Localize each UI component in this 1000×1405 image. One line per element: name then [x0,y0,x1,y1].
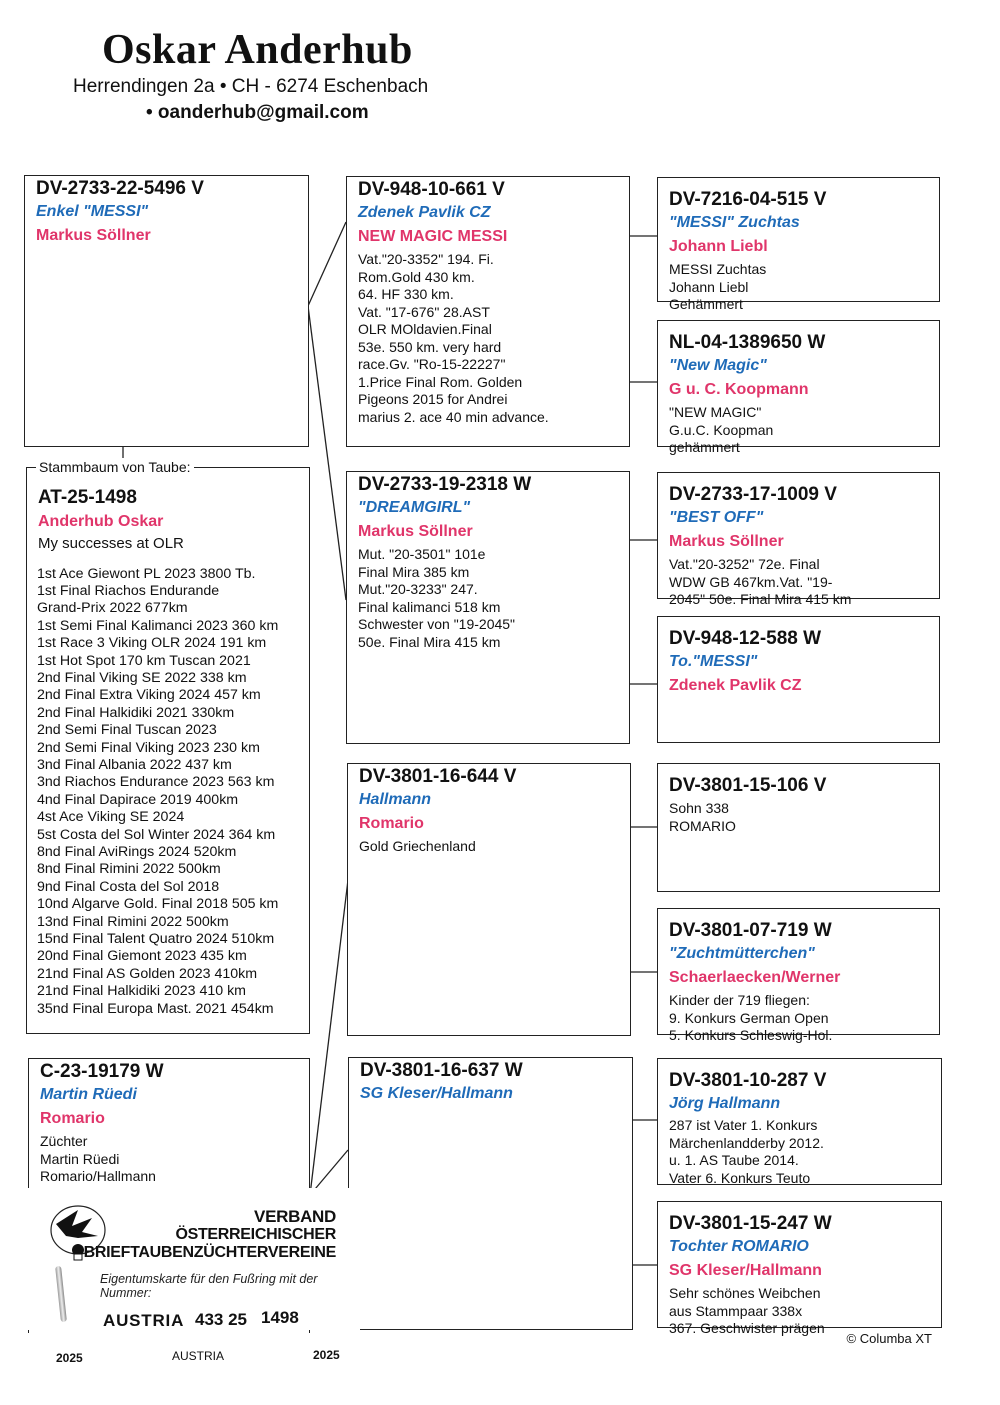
success-line: 21nd Final Halkidiki 2023 410 km [37,983,246,1000]
breeder-name: Oskar Anderhub [102,27,413,73]
subject-ring: AT-25-1498 [38,487,137,508]
breeder-address: Herrendingen 2a • CH - 6274 Eschenbach [73,76,429,97]
subject-owner: Anderhub Oskar [38,513,164,530]
card-org-line1: VERBAND [254,1207,336,1226]
gen3-ring-6: DV-3801-07-719 W [669,920,832,941]
gen3-owner-3: Markus Söllner [669,533,784,550]
success-line: 8nd Final Rimini 2022 500km [37,861,221,878]
card-year-right: 2025 [313,1348,340,1362]
gen3-owner-2: G u. C. Koopmann [669,381,809,398]
success-line: 35nd Final Europa Mast. 2021 454km [37,1000,274,1017]
gen2-desc-2: Mut. "20-3501" 101e Final Mira 385 km Mut."20-3233" 247. Final kalimanci 518 km Schwester von "19-2045" 50e. Final Mira 415 km [358,546,516,650]
gen3-ring-3: DV-2733-17-1009 V [669,484,837,505]
gen2-name-3: Hallmann [359,791,432,808]
card-country: AUSTRIA [103,1311,185,1330]
gen3-ring-5: DV-3801-15-106 V [669,775,827,796]
gen3-desc-3: Vat."20-3252" 72e. Final WDW GB 467km.Vat. "19- 2045" 50e. Final Mira 415 km [669,556,852,607]
gen2-ring-1: DV-948-10-661 V [358,179,505,200]
gen3-name-4: To."MESSI" [669,653,758,670]
gen3-name-1: "MESSI" Zuchtas [669,214,800,231]
gen3-desc-2: "NEW MAGIC" G.u.C. Koopman gehämmert [669,404,774,455]
gen2-desc-3: Gold Griechenland [359,838,476,854]
gen2-name-2: "DREAMGIRL" [358,499,471,516]
connector-dam-gen2c [310,880,348,1195]
gen3-card-2 [657,320,940,455]
card-year-left: 2025 [56,1351,83,1365]
gen3-name-7: Jörg Hallmann [669,1095,781,1112]
dam-desc: Züchter Martin Rüedi Romario/Hallmann [40,1133,156,1184]
card-country-small: AUSTRIA [172,1349,225,1363]
gen3-name-6: "Zuchtmütterchen" [669,945,815,962]
gen3-desc-8: Sehr schönes Weibchen aus Stammpaar 338x 367. Geschwister prägen [669,1285,825,1336]
subject-card [26,467,310,1034]
card-org-line3: BRIEFTAUBENZÜCHTERVEREINE [83,1244,336,1261]
success-line: 2nd Final Viking SE 2022 338 km [37,669,247,686]
gen2-ring-3: DV-3801-16-644 V [359,766,517,787]
success-line: 2nd Semi Final Tuscan 2023 [37,722,217,739]
gen2-ring-4: DV-3801-16-637 W [360,1060,523,1081]
gen3-name-3: "BEST OFF" [669,509,764,526]
success-line: 20nd Final Giemont 2023 435 km [37,948,247,965]
sire-owner: Markus Söllner [36,227,151,244]
connector-sire-gen2b [308,306,346,600]
gen2-card-1 [346,176,630,447]
gen3-card-6 [657,908,940,1043]
gen3-card-5 [657,763,940,892]
gen3-owner-1: Johann Liebl [669,238,768,255]
subject-intro: My successes at OLR [38,535,184,552]
ring-band-icon [55,1266,67,1322]
connector-sire-gen2a [308,222,346,306]
gen2-name-1: Zdenek Pavlik CZ [358,204,491,221]
gen3-card-7 [657,1058,942,1185]
gen3-owner-4: Zdenek Pavlik CZ [669,677,802,694]
success-line: 15nd Final Talent Quatro 2024 510km [37,931,275,948]
success-line: 9nd Final Costa del Sol 2018 [37,878,220,895]
success-line: 4nd Final Dapirace 2019 400km [37,791,239,808]
success-line: 5st Costa del Sol Winter 2024 364 km [37,826,276,843]
dam-name: Martin Rüedi [40,1086,137,1103]
card-caption: Eigentumskarte für den Fußring mit der Nummer: [100,1272,318,1300]
success-line: 10nd Algarve Gold. Final 2018 505 km [37,896,279,913]
gen3-owner-6: Schaerlaecken/Werner [669,969,841,986]
dam-ring: C-23-19179 W [40,1061,164,1082]
gen3-ring-2: NL-04-1389650 W [669,332,826,353]
success-line: 1st Ace Giewont PL 2023 3800 Tb. [37,565,256,582]
gen3-desc-6: Kinder der 719 fliegen: 9. Konkurs German Open 5. Konkurs Schleswig-Hol. [669,992,833,1043]
gen2-owner-1: NEW MAGIC MESSI [358,228,508,245]
gen3-card-4 [657,616,940,743]
gen3-card-1 [657,177,940,312]
gen3-card-8 [657,1201,942,1336]
sire-ring: DV-2733-22-5496 V [36,178,204,199]
success-line: 1st Hot Spot 170 km Tuscan 2021 [37,652,251,669]
success-line: 1st Race 3 Viking OLR 2024 191 km [37,635,267,652]
success-line: 13nd Final Rimini 2022 500km [37,913,229,930]
success-line: 2nd Semi Final Viking 2023 230 km [37,739,260,756]
gen2-owner-3: Romario [359,815,424,832]
success-line: 8nd Final AviRings 2024 520km [37,844,237,860]
success-line: 1st Final Riachos Endurande [37,582,220,599]
breeder-email[interactable]: • oanderhub@gmail.com [146,102,369,123]
copyright: © Columba XT [846,1331,932,1346]
gen3-desc-5: Sohn 338 ROMARIO [669,800,736,834]
gen3-name-2: "New Magic" [669,357,767,374]
gen2-ring-2: DV-2733-19-2318 W [358,474,532,495]
gen3-desc-1: MESSI Zuchtas Johann Liebl Gehämmert [669,261,767,312]
success-line: 4st Ace Viking SE 2024 [37,809,185,826]
gen3-desc-7: 287 ist Vater 1. Konkurs Märchenlandderby 2012. u. 1. AS Taube 2014. Vater 6. Konkurs Teuto [669,1117,824,1186]
gen3-ring-4: DV-948-12-588 W [669,628,822,649]
success-line: 2nd Final Extra Viking 2024 457 km [37,687,261,704]
success-line: 3nd Riachos Endurance 2023 563 km [37,774,275,791]
success-line: 1st Semi Final Kalimanci 2023 360 km [37,617,279,634]
success-line: 21nd Final AS Golden 2023 410km [37,965,258,982]
gen2-card-4 [348,1057,633,1330]
sire-name: Enkel "MESSI" [36,203,149,220]
success-line: 3nd Final Albania 2022 437 km [37,756,232,773]
card-number2: 1498 [261,1308,299,1327]
gen3-ring-1: DV-7216-04-515 V [669,189,827,210]
sire-card [24,175,309,447]
stammbaum-label: Stammbaum von Taube: [36,459,194,475]
card-number1: 433 25 [195,1310,247,1329]
ring-ownership-card [28,1188,360,1330]
success-line: 2nd Final Halkidiki 2021 330km [37,704,235,721]
gen3-ring-8: DV-3801-15-247 W [669,1213,832,1234]
gen3-card-3 [657,472,940,607]
dam-owner: Romario [40,1110,105,1127]
gen3-ring-7: DV-3801-10-287 V [669,1070,827,1091]
gen2-name-4: SG Kleser/Hallmann [360,1085,513,1102]
gen2-owner-2: Markus Söllner [358,523,473,540]
gen3-name-8: Tochter ROMARIO [669,1238,809,1255]
success-line: Grand-Prix 2022 677km [37,600,188,617]
gen2-card-3 [347,763,631,1036]
gen3-owner-8: SG Kleser/Hallmann [669,1262,822,1279]
gen2-desc-1: Vat."20-3352" 194. Fi. Rom.Gold 430 km. 64. HF 330 km. Vat. "17-676" 28.AST OLR MOldavien.Final 53e. 550 km. very hard race.Gv. "Ro-15-22227" 1.Price Final Rom. Golden Pigeons 2015 for Andrei marius 2. ace 40 min advance. [358,251,549,425]
card-org-line2: ÖSTERREICHISCHER [175,1226,336,1243]
gen2-card-2 [346,471,630,744]
subject-successes [27,566,309,1019]
